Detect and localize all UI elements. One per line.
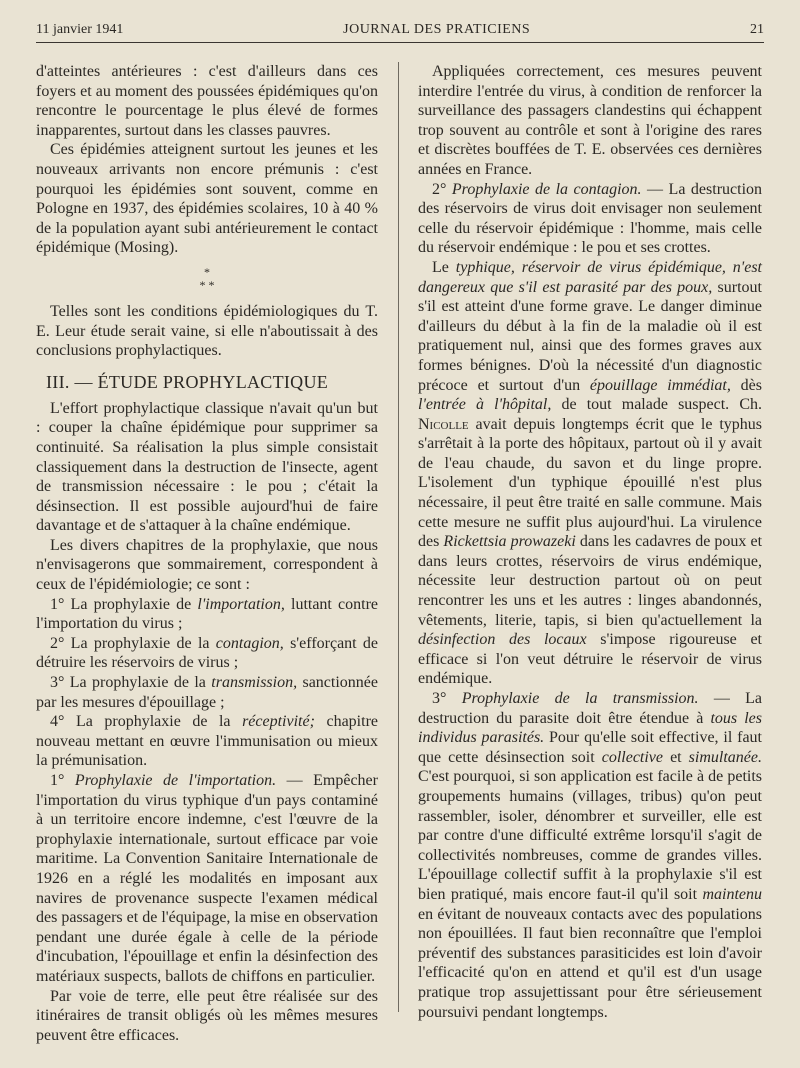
header-date: 11 janvier 1941 [36,22,124,37]
list-item: 4° La prophylaxie de la réceptivité; chapitre nouveau mettant en œuvre l'immunisation ou mieux la prémunisation. [36,713,378,770]
asterism-bottom: * * [199,277,215,292]
paragraph: 3° Prophylaxie de la transmission. — La destruction du parasite doit être étendue à tous les individus parasités. Pour qu'elle soit effective, il faut que cette désinsection soit collective et simultanée. C'est pourquoi, si son application est facile à de petits groupements humains (villages, tribus) qu'on peut rassembler, isoler, dénombrer et surveiller, elle est par contre d'une difficulté extrême lorsqu'il s'agit de collectivités nombreuses, comme de grandes villes. L'épouillage collectif suffit à la prophylaxie s'il est bien pratiqué, mais encore faut-il qu'il soit maintenu en évitant de nouveaux contacts avec des populations non épouillées. Il faut bien reconnaître que l'emploi préventif des substances parasiticides est loin d'avoir l'efficacité qu'on en attend et qu'il est d'un usage pratique trop assujettissant pour être sérieusement poursuivi pendant longtemps. [418,690,763,1021]
page-number: 21 [749,22,764,37]
list-item: 1° La prophylaxie de l'importation, luttant contre l'importation du virus ; [36,595,379,633]
paragraph: Ces épidémies atteignent surtout les jeunes et les nouveaux arrivants non encore prémunis : c'est pourquoi les épidémies sont souvent, comme en Pologne en 1937, des épidémies scolaires, 10 à 40 % de la population ayant subi antérieurement le contact épidémique (Mosing). [36,141,378,257]
list-item: 2° La prophylaxie de la contagion, s'efforçant de détruire les réservoirs de virus ; [36,634,379,672]
right-column [418,62,762,1022]
left-column [36,62,378,1045]
paragraph: d'atteintes antérieures : c'est d'ailleurs dans ces foyers et au moment des poussées épidémiques qu'on rencontre le pourcentage le plus élevé de formes inapparentes, surtout dans les classes pauvres. [36,63,378,139]
list-item: 3° La prophylaxie de la transmission, sanctionnée par les mesures d'épouillage ; [36,674,379,711]
paragraph: Le typhique, réservoir de virus épidémique, n'est dangereux que s'il est parasité par des poux, surtout s'il est atteint d'une forme grave. Le danger diminue d'ailleurs du début à la fin de la maladie où il est pratiquement nul, ainsi que des formes graves aux formes bénignes. D'où la nécessité d'un diagnostic précoce et surtout d'un épouillage immédiat, dès l'entrée à l'hôpital, de tout malade suspect. Ch. Nicolle avait depuis longtemps écrit que le typhus s'arrêtait à la porte des hôpitaux, partout où il y avait de l'eau chaude, du savon et du linge propre. L'isolement d'un typhique épouillé n'est plus nécessaire, il peut être traité en salle commune. Mais cette mesure ne suffit plus aujourd'hui. La virulence des Rickettsia prowazeki dans les cadavres de poux et dans leurs crottes, réservoirs de virus endémique, nécessite leur destruction partout où on peut rencontrer les uns et les autres : linges abandonnés, vêtements, literie, tapis, si bien qu'actuellement la désinfection des locaux s'impose rigoureuse et efficace si l'on veut détruire le réservoir de virus endémique. [418,258,763,688]
section-separator [36,266,378,292]
paragraph: 1° Prophylaxie de l'importation. — Empêcher l'importation du virus typhique d'un pays contaminé à un territoire encore indemne, c'est l'œuvre de la prophylaxie internationale, surtout efficace par voie maritime. La Convention Sanitaire Internationale de 1926 en a réglé les modalités en imposant aux navires de provenance suspecte l'examen médical des passagers et de l'équipage, la mise en observation pendant une durée égale à celle de la période d'incubation, l'épouillage et enfin la désinfection des matériaux suspects, ballots de chiffons en particulier. [36,772,378,985]
column-divider [398,62,399,1012]
paragraph: 2° Prophylaxie de la contagion. — La destruction des réservoirs de virus doit envisager non seulement celle du réservoir épidémique : l'homme, mais celle du réservoir endémique : le pou et ses crottes. [418,180,763,257]
asterism-top: * [204,264,210,279]
paragraph: Telles sont les conditions épidémiologiques du T. E. Leur étude serait vaine, si elle n'aboutissait à des conclusions prophylactiques. [36,302,378,360]
section-heading: III. — ÉTUDE PROPHYLACTIQUE [46,371,329,392]
paragraph: Appliquées correctement, ces mesures peuvent interdire l'entrée du virus, à condition de renforcer la surveillance des passagers clandestins qui échappent trop souvent au contrôle et sont à l'origine des rares et discrètes bouffées de T. E. observées ces dernières années en France. [418,63,762,178]
paragraph: Les divers chapitres de la prophylaxie, que nous n'envisagerons que sommairement, correspondent à ceux de l'épidémiologie; ce sont : [36,536,378,594]
header-journal-title: JOURNAL DES PRATICIENS [343,22,531,37]
paragraph: Par voie de terre, elle peut être réalisée sur des itinéraires de transit obligés où les mêmes mesures peuvent être efficaces. [36,987,378,1044]
running-header [36,18,764,43]
paragraph: L'effort prophylactique classique n'avait qu'un but : couper la chaîne épidémique pour supprimer sa continuité. Sa réalisation la plus simple consistait classiquement dans la destruction de l'insecte, agent de transmission nécessaire : le pou ; c'était la désinsection. Il est possible aujourd'hui de faire davantage et de s'attaquer à la chaîne endémique. [36,399,378,535]
